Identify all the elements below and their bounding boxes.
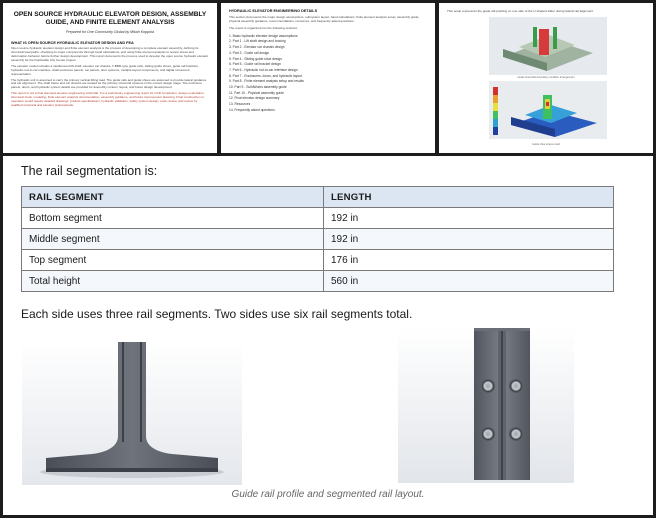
table-row (22, 208, 614, 229)
main-page-view (3, 156, 653, 515)
table-header-row (22, 187, 614, 208)
cover-byline: Prepared for One Community Global by Mikah Koppola (66, 30, 154, 35)
table-row (22, 271, 614, 292)
segment-length-cell: 192 in (324, 208, 614, 229)
rail-segmentation-table (21, 186, 614, 292)
rail-segment-summary: Each side uses three rail segments. Two sides use six rail segments total. (21, 307, 413, 321)
segmented-rail-layout-image (398, 328, 574, 483)
column-header-length: LENGTH (324, 187, 614, 208)
contents-list (229, 34, 427, 114)
thumbnail-contents-page[interactable] (221, 3, 435, 153)
fea-figure-2-caption: Guide shoe stress result (532, 143, 560, 146)
cover-disclaimer-note: This report is not a final stamped elevator engineering submittal. It is a preliminary engineering report for CAD completion, design exploration, structural study, modeling, finite element analysis documentation, assembly guidance, and future improvement planning. Final construction or operation would require detailed drawings, product specifications, hydraulic validation, safety system design, code review, and review by qualified structural and elevator professionals. (11, 91, 205, 107)
rail-segmentation-intro: The rail segmentation is: (21, 164, 158, 178)
contents-heading: HYDRAULIC ELEVATOR ENGINEERING DETAILS (229, 9, 318, 13)
segment-length-cell: 176 in (324, 250, 614, 271)
cover-title: OPEN SOURCE HYDRAULIC ELEVATOR DESIGN, ASSEMBLY GUIDE, AND FINITE ELEMENT ANALYSIS (13, 11, 207, 26)
table-row (22, 229, 614, 250)
fea-caption: This setup represents the guide rail pushing on one side of the U-shaped slider during lateral rail alignment. (447, 9, 594, 13)
segment-length-cell: 560 in (324, 271, 614, 292)
guide-rail-profile-image (22, 340, 242, 485)
fea-stress-image (489, 81, 607, 139)
fea-figure-1-caption: Guide shoe FEA boundary condition arrangement (517, 76, 575, 79)
fea-model-image (489, 17, 607, 75)
contents-item: 7. Part 6 - Hydraulic rod-to-car interface design (229, 67, 298, 72)
contents-item: 13. Resources (229, 102, 251, 107)
figure-caption: Guide rail profile and segmented rail layout. (231, 489, 425, 500)
contents-item: 8. Part 7 - Enclosures, doors, and hydraulic layout (229, 73, 302, 78)
contents-item: 6. Part 5 - Guide rail bracket design (229, 62, 281, 67)
segment-name-cell: Bottom segment (22, 208, 324, 229)
segment-length-cell: 192 in (324, 229, 614, 250)
contents-item: 3. Part 2 - Elevator car chassis design (229, 45, 285, 50)
segment-name-cell: Total height (22, 271, 324, 292)
contents-item: 2. Part 1 - Lift shaft design and bracing (229, 39, 286, 44)
table-row (22, 250, 614, 271)
contents-item: 14. Frequently asked questions (229, 107, 275, 112)
contents-intro-2: The report is organized into the following sections: (229, 25, 298, 30)
column-header-rail-segment: RAIL SEGMENT (22, 187, 324, 208)
thumbnail-cover-page[interactable] (3, 3, 217, 153)
fea-boundary-figure (489, 17, 607, 75)
contents-item: 5. Part 4 - Sliding guide shoe design (229, 56, 282, 61)
contents-item: 12. Final elevator design summary (229, 96, 280, 101)
cover-paragraph: The hydraulic unit is assumed to carry the primary vertical lifting load. The guide rails and guide shoes are assumed to provide lateral guidance and car alignment. The shaft frame and car chassis are treated as the primary structural systems in the current design stage. The enclosure panels, doors, and hydraulic system details are provided for assembly context, layout, and future design development. (11, 77, 207, 90)
contents-item: 10. Part 9 - SolidWorks assembly guide (229, 85, 287, 90)
contents-item: 9. Part 8 - Finite element analysis setup and results (229, 79, 304, 84)
cover-section-heading: WHAT IS OPEN SOURCE HYDRAULIC ELEVATOR DESIGN AND FEA (11, 41, 134, 46)
segment-name-cell: Middle segment (22, 229, 324, 250)
contents-item: 1. Basic hydraulic elevator design assumptions (229, 33, 298, 38)
contents-item: 11. Part 10 - Physical assembly guide (229, 90, 284, 95)
contents-item: 4. Part 3 - Guide rail design (229, 50, 270, 55)
cover-paragraph: Open source hydraulic elevator design and finite element analysis is the process of developing a complete elevator assembly, defining its structural load paths, checking its major components through hand calculations, and using finite element analysis to review stress and deformation behavior before further design development. This report documents the process used to develop the open source hydraulic elevator assembly for the Duplicable City Center project. (11, 46, 209, 62)
thumbnail-fea-page[interactable] (439, 3, 653, 153)
cover-paragraph: The elevator model includes a cantilevered lift shaft, elevator car chassis, T-BBR-type guide rails, sliding guide shoes, guide rail brackets, hydraulic rod-to-car interface, shaft enclosure panels, car panels, door systems, multiple layout components, and digital movement representation. (11, 63, 199, 76)
fea-stress-figure (489, 81, 607, 139)
contents-intro: This section documents the major design assumptions, subsystem layout, hand calculations, finite element analysis setup, assembly guide, physical assembly guidance, recommendations, resources, and frequently asked questions. (229, 15, 420, 23)
segment-name-cell: Top segment (22, 250, 324, 271)
